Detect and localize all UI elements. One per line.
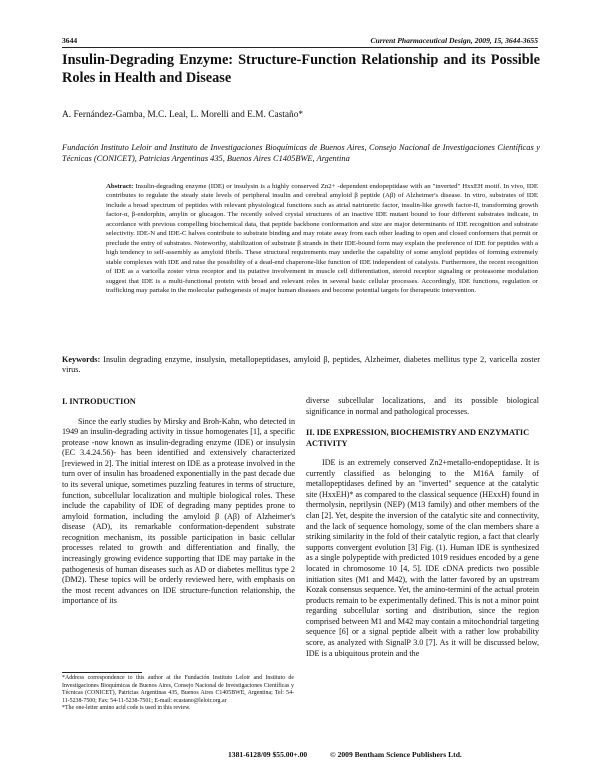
footnote-rule: [62, 672, 142, 673]
article-title: Insulin-Degrading Enzyme: Structure-Function Relationship and its Possible Roles in Health and Disease: [62, 52, 540, 86]
issn-price: 1381-6128/09 $55.00+.00: [228, 750, 308, 759]
volume-pages: 2009, 15, 3644-3655: [472, 36, 538, 45]
article-authors: A. Fernández-Gamba, M.C. Leal, L. Morelli and E.M. Castaño*: [62, 110, 304, 120]
left-column: [62, 397, 295, 607]
copyright: © 2009 Bentham Science Publishers Ltd.: [330, 750, 462, 759]
abstract: [106, 182, 538, 295]
keywords-label: Keywords:: [62, 355, 101, 364]
footnotes: [62, 675, 294, 713]
keywords-text: Insulin degrading enzyme, insulysin, metallopeptidases, amyloid β, peptides, Alzheimer, diabetes mellitus type 2, varicella zoster virus.: [62, 355, 541, 375]
footnote-correspondence: *Address correspondence to this author at the Fundación Instituto Leloir and Instituto de Investigaciones Bioquímicas de Buenos Aires, Consejo Nacional de Investigaciones Científicas y Técnicas (CONICET), Patricias Argentinas 435, Buenos Aires C1405BWE, Argentina; Tel: 54-11-5238-7500; Fax: 54-11-5238-7501; E-mail: ecastano@leloir.org.ar: [62, 675, 294, 704]
footnote-amino-acid-code: *The one-letter amino acid code is used in this review.: [62, 705, 191, 712]
abstract-label: Abstract:: [106, 183, 134, 190]
section-heading-introduction: I. INTRODUCTION: [62, 397, 136, 406]
abstract-text: Insulin-degrading enzyme (IDE) or insulysin is a highly conserved Zn2+ -dependent endopeptidase with an "inverted" HxxEH motif. In vivo, IDE contributes to regulate the steady state levels of peripheral insulin and cerebral amyloid β peptide (Aβ) of Alzheimer's disease. In vitro, substrates of IDE include a broad spectrum of peptides with relevant physiological functions such as atrial natriuretic factor, insulin-like growth factor-II, transforming growth factor-α, β-endorphin, amylin or glucagon. The recently solved crystal structures of an inactive IDE mutant bound to four different substrates indicate, in accordance with previous compelling biochemical data, that peptide backbone conformation and size are major determinants of IDE recognition and substrate selectivity. IDE-N and IDE-C halves contribute to substrate binding and may rotate away from each other leading to open and closed conformers that permit or preclude the entry of substrates. Noteworthy, stabilization of substrate β strands in their IDE-bound form may explain the preference of IDE for peptides with a high tendency to self-assembly as amyloid fibrils. These structural requirements may underlie the capability of some amyloid peptides of forming extremely stable complexes with IDE and raise the possibility of a dead-end chaperone-like function of IDE independent of catalysis. Furthermore, the recent recognition of IDE as a varicella zoster virus receptor and its putative involvement in muscle cell differentiation, steroid receptor signaling or proteasome modulation suggest that IDE is a multi-functional protein with broad and relevant roles in several basic cellular processes. Accordingly, IDE functions, regulation or trafficking may partake in the molecular pathogenesis of major human diseases and become potential targets for therapeutic intervention.: [106, 183, 538, 294]
introduction-paragraph: Since the early studies by Mirsky and Broh-Kahn, who detected in 1949 an insulin-degrading activity in tissue homogenates [1], a specific protease -now known as insulin-degrading enzyme (IDE) or insulysin (EC 3.4.24.56)- has been identified and extensively characterized [reviewed in 2]. The initial interest on IDE as a protease involved in the turn over of insulin has broadened exponentially in the past decade due to its several unique, sometimes puzzling features in terms of structure, function, subcellular localization and multiple biological roles. These include the capability of IDE of degrading many peptides prone to amyloid formation, including the amyloid β (Aβ) of Alzheimer's disease (AD), its remarkable conformation-dependent substrate recognition mechanism, its possible participation in basic cellular processes related to growth and differentiation and finally, the increasingly growing evidence supporting that IDE may partake in the pathogenesis of human diseases such as AD or diabetes mellitus type 2 (DM2). These topics will be orderly reviewed here, with emphasis on the most recent advances on IDE structure-function relationship, the importance of its: [62, 416, 295, 606]
article-affiliation: Fundación Instituto Leloir and Instituto de Investigaciones Bioquímicas de Buenos Aires, Consejo Nacional de Investigaciones Científicas y Técnicas (CONICET), Patricias Argentinas 435, Buenos Aires C1405BWE, Argentina: [62, 143, 540, 164]
introduction-continuation: diverse subcellular localizations, and its possible biological significance in normal and pathological processes.: [306, 396, 539, 416]
ide-expression-paragraph: IDE is an extremely conserved Zn2+metallo-endopeptidase. It is currently classified as belonging to the M16A family of metallopeptidases defined by an "inverted" sequence at the catalytic site (HxxEH)* as compared to the classical sequence (HExxH) found in thermolysin, neprilysin (NEP) (M13 family) and other members of the clan [2]. Yet, despite the inversion of the catalytic site and connectivity, and the lack of sequence homology, some of the clan members share a striking similarity in the fold of their catalytic region, a fact that clearly supports convergent evolution [3] Fig. (1). Human IDE is synthesized as a single polypeptide with predicted 1019 residues encoded by a gene located in chromosome 10 [4, 5]. IDE cDNA predicts two possible initiation sites (M1 and M42), with the latter favored by an upstream Kozak consensus sequence. Yet, the amino-termini of the actual protein products remain to be experimentally defined. This is not a minor point regarding subcellular sorting and distribution, since the region comprised between M1 and M42 may contain a mitochondrial targeting sequence [6] or a signal peptide albeit with a rather low probability score, as analyzed with SignalP 3.0 [7]. As it will be discussed below, IDE is a ubiquitous protein and the: [306, 458, 539, 658]
section-heading-ide-expression: II. IDE EXPRESSION, BIOCHEMISTRY AND ENZYMATIC ACTIVITY: [306, 428, 530, 448]
journal-name: Current Pharmaceutical Design,: [370, 36, 473, 45]
right-column: [306, 396, 539, 659]
journal-citation: [370, 36, 538, 45]
page-number: 3644: [62, 36, 78, 45]
header-rule: [62, 47, 538, 48]
keywords: [62, 355, 540, 375]
